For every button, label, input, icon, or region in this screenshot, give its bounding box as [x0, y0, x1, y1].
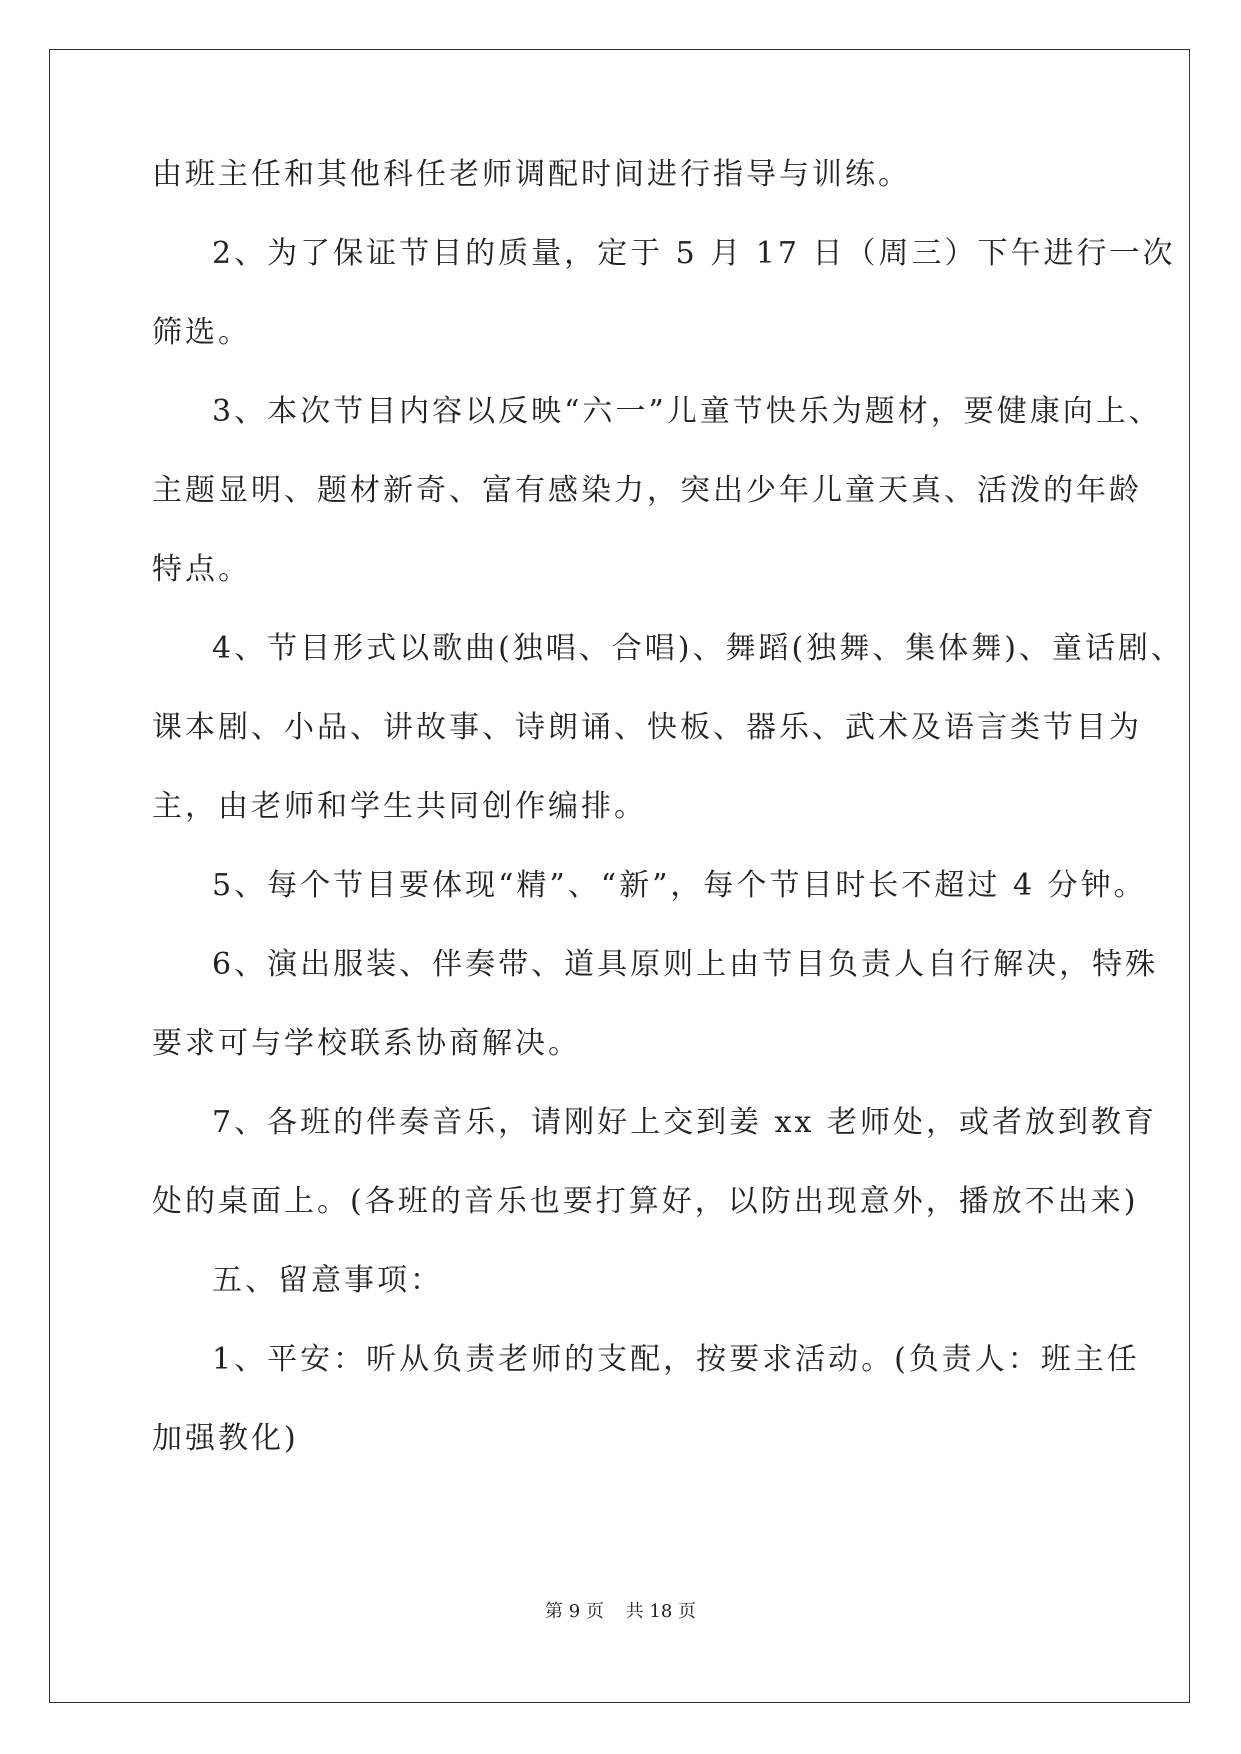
paragraph-line: 要求可与学校联系协商解决。 — [152, 1026, 581, 1061]
paragraph-line: 处的桌面上。(各班的音乐也要打算好，以防出现意外，播放不出来) — [152, 1184, 1139, 1219]
paragraph-line: 7、各班的伴奏音乐，请刚好上交到姜 xx 老师处，或者放到教育 — [212, 1105, 1157, 1140]
paragraph-line: 加强教化) — [152, 1421, 299, 1456]
paragraph-line: 筛选。 — [152, 315, 251, 350]
paragraph-line: 2、为了保证节目的质量，定于 5 月 17 日（周三）下午进行一次 — [212, 236, 1176, 271]
paragraph-line: 5、每个节目要体现“精”、“新”，每个节目时长不超过 4 分钟。 — [212, 868, 1147, 903]
section-heading: 五、留意事项： — [212, 1263, 443, 1298]
paragraph-line: 3、本次节目内容以反映“六一”儿童节快乐为题材，要健康向上、 — [212, 394, 1162, 429]
page-footer — [0, 1600, 1241, 1624]
page-total: 共 18 页 — [625, 1601, 696, 1622]
paragraph-line: 特点。 — [152, 552, 251, 587]
paragraph-line: 4、节目形式以歌曲(独唱、合唱)、舞蹈(独舞、集体舞)、童话剧、 — [212, 631, 1184, 666]
paragraph-line: 主，由老师和学生共同创作编排。 — [152, 789, 647, 824]
paragraph-line: 课本剧、小品、讲故事、诗朗诵、快板、器乐、武术及语言类节目为 — [152, 710, 1142, 745]
paragraph-line: 主题显明、题材新奇、富有感染力，突出少年儿童天真、活泼的年龄 — [152, 473, 1142, 508]
paragraph-line: 6、演出服装、伴奏带、道具原则上由节目负责人自行解决，特殊 — [212, 947, 1159, 982]
paragraph-line: 由班主任和其他科任老师调配时间进行指导与训练。 — [152, 157, 911, 192]
paragraph-line: 1、平安：听从负责老师的支配，按要求活动。(负责人：班主任 — [212, 1342, 1140, 1377]
page-number: 第 9 页 — [545, 1601, 604, 1622]
